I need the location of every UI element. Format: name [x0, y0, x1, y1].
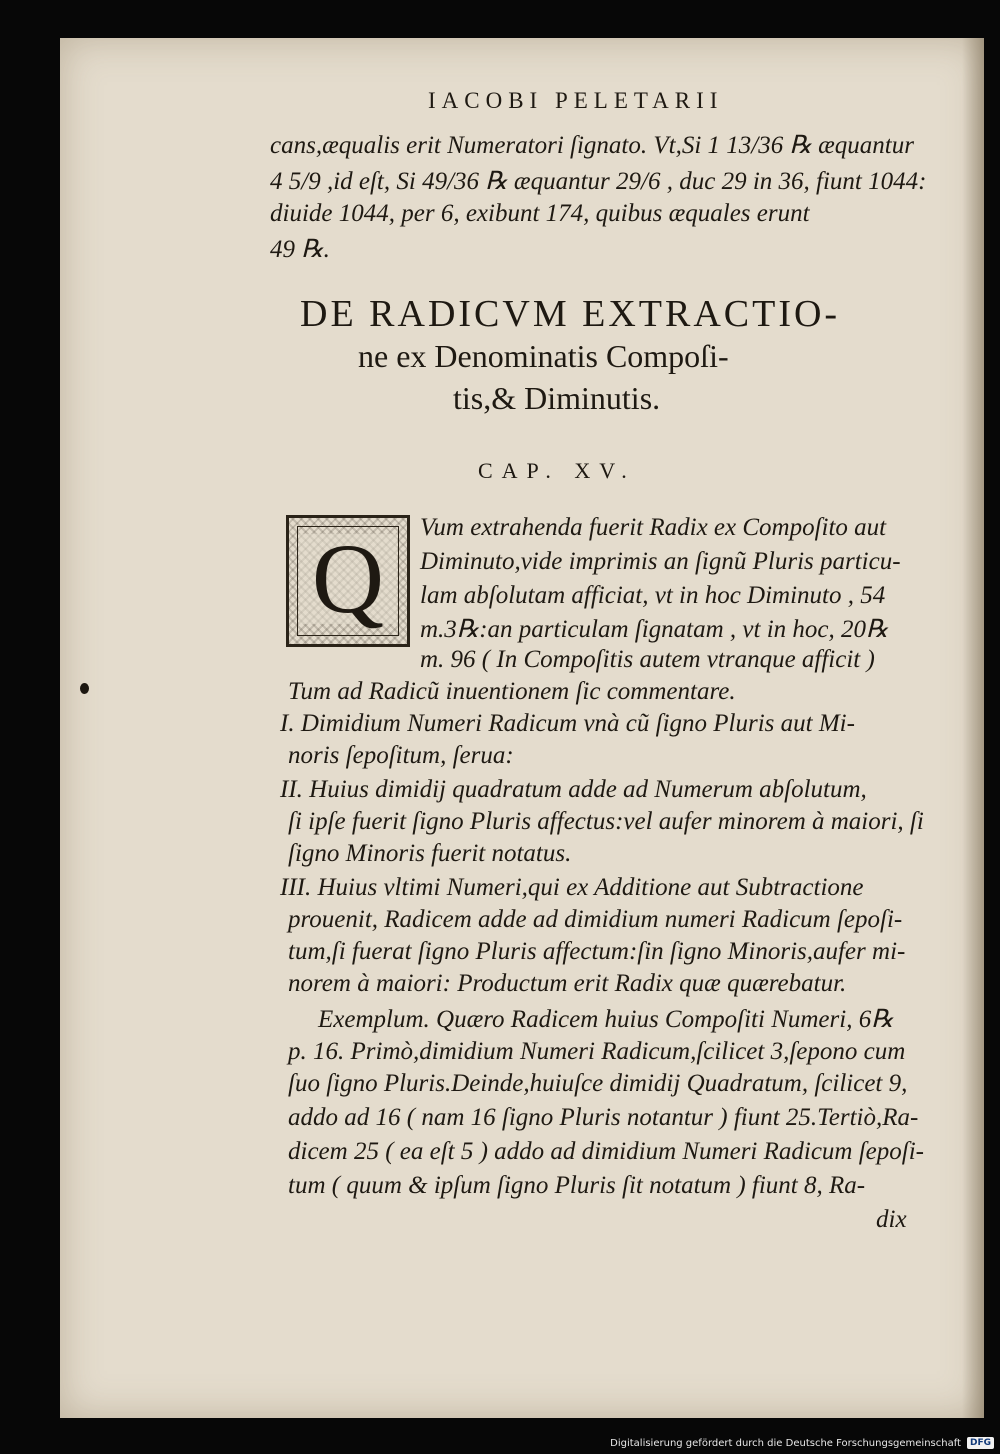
body-line: III. Huius vltimi Numeri,qui ex Additione aut Subtractione — [280, 874, 864, 901]
body-line: ſigno Minoris fuerit notatus. — [288, 840, 572, 867]
digitization-credit: Digitalisierung gefördert durch die Deutsche Forschungsgemeinschaft — [610, 1437, 961, 1449]
body-line: p. 16. Primò,dimidium Numeri Radicum,ſcilicet 3,ſepono cum — [288, 1038, 906, 1065]
body-line: norem à maiori: Productum erit Radix quæ quærebatur. — [288, 970, 847, 997]
body-line: Tum ad Radicũ inuentionem ſic commentare. — [288, 678, 736, 705]
running-head: IACOBI PELETARII — [428, 88, 724, 113]
body-line: ſuo ſigno Pluris.Deinde,huiuſce dimidij Quadratum, ſcilicet 9, — [288, 1070, 908, 1097]
initial-letter: Q — [299, 534, 397, 624]
body-line: ſi ipſe fuerit ſigno Pluris affectus:vel aufer minorem à maiori, ſi — [288, 808, 924, 835]
decorated-initial — [286, 515, 410, 647]
chapter-heading: CAP. XV. — [478, 458, 636, 483]
digitization-credit-bar — [610, 1432, 1000, 1454]
continuation-line-1: cans,æqualis erit Numeratori ſignato. Vt,Si 1 13/36 ℞ æquantur — [270, 132, 914, 159]
section-title-line-2: ne ex Denominatis Compoſi- — [358, 338, 729, 374]
body-line: addo ad 16 ( nam 16 ſigno Pluris notantur ) fiunt 25.Tertiò,Ra- — [288, 1104, 919, 1131]
body-line: Exemplum. Quæro Radicem huius Compoſiti Numeri, 6℞ — [318, 1006, 894, 1033]
body-line: noris ſepoſitum, ſerua: — [288, 742, 514, 769]
body-line: m. 96 ( In Compoſitis autem vtranque afficit ) — [420, 646, 875, 673]
catchword: dix — [876, 1206, 907, 1233]
continuation-line-4: 49 ℞. — [270, 236, 330, 263]
body-line: prouenit, Radicem adde ad dimidium numeri Radicum ſepoſi- — [288, 906, 903, 933]
section-title-line-1: DE RADICVM EXTRACTIO- — [300, 293, 841, 335]
dfg-logo: DFG — [967, 1437, 994, 1449]
body-line: Diminuto,vide imprimis an ſignũ Pluris particu- — [420, 548, 901, 575]
continuation-line-3: diuide 1044, per 6, exibunt 174, quibus æquales erunt — [270, 200, 810, 227]
body-line: II. Huius dimidij quadratum adde ad Numerum abſolutum, — [280, 776, 867, 803]
body-line: I. Dimidium Numeri Radicum vnà cũ ſigno Pluris aut Mi- — [280, 710, 855, 737]
continuation-line-2: 4 5/9 ,id eſt, Si 49/36 ℞ æquantur 29/6 , duc 29 in 36, fiunt 1044: — [270, 168, 927, 195]
section-title-line-3: tis,& Diminutis. — [453, 380, 661, 416]
body-line: dicem 25 ( ea eſt 5 ) addo ad dimidium Numeri Radicum ſepoſi- — [288, 1138, 924, 1165]
body-line: tum,ſi fuerat ſigno Pluris affectum:ſin ſigno Minoris,aufer mi- — [288, 938, 906, 965]
ink-blot — [80, 683, 89, 694]
body-line: tum ( quum & ipſum ſigno Pluris ſit notatum ) fiunt 8, Ra- — [288, 1172, 866, 1199]
body-line: m.3℞:an particulam ſignatam , vt in hoc, 20℞ — [420, 616, 889, 643]
page-edge-shadow — [962, 38, 984, 1418]
body-line: lam abſolutam afficiat, vt in hoc Diminuto , 54 — [420, 582, 886, 609]
body-line: Vum extrahenda fuerit Radix ex Compoſito aut — [420, 514, 887, 541]
